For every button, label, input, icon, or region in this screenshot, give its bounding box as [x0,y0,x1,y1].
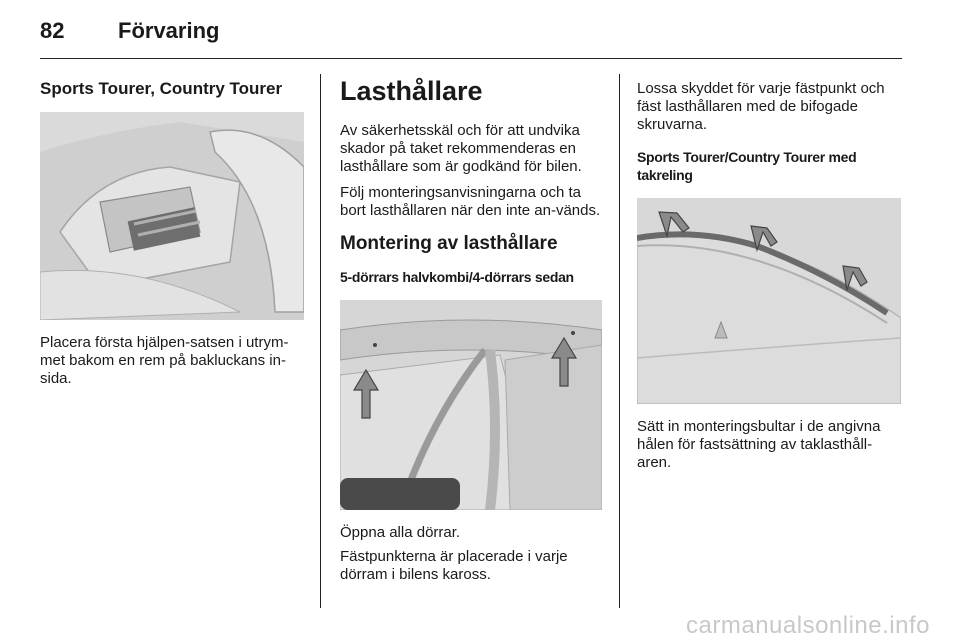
variant-heading-hatchback: 5-dörrars halvkombi/4-dörrars sedan [340,269,574,285]
watermark-text: carmanualsonline.info [686,612,930,639]
paragraph-open-doors: Öppna alla dörrar. [340,524,461,541]
page-number: 82 [40,18,65,43]
page-header [40,18,920,48]
caption-text: Placera första hjälpen-satsen i utrym-met bakom en rem på bakluckans in-sida. [40,334,289,387]
subheading-mounting: Montering av lasthållare [340,233,558,254]
section-title: Sports Tourer, Country Tourer [40,79,283,98]
header-rule [40,58,902,59]
section-title-roof-rack: Lasthållare [340,76,483,106]
paragraph-insert-bolts: Sätt in monteringsbultar i de angivna hålen för fastsättning av taklasthåll-aren. [637,418,881,471]
column-roof-rail [637,74,903,472]
paragraph-safety: Av säkerhetsskäl och för att undvika skador på taket rekommenderas en lasthållare som är godkänd för bilen. [340,122,582,175]
chapter-title: Förvaring [118,18,220,43]
door-frame-illustration [340,300,602,510]
roof-rail-illustration [637,198,901,404]
column-roof-rack [340,74,602,584]
tailgate-illustration [40,112,304,320]
column-divider-left [320,74,321,608]
column-first-aid [40,74,306,388]
paragraph-remove-cover: Lossa skyddet för varje fästpunkt och fäst lasthållaren med de bifogade skruvarna. [637,80,885,133]
paragraph-attachment-points: Fästpunkterna är placerade i varje dörram i bilens kaross. [340,548,568,583]
variant-heading-tourer: Sports Tourer/Country Tourer med takreling [637,149,857,183]
column-divider-right [619,74,620,608]
paragraph-instructions: Följ monteringsanvisningarna och ta bort lasthållaren när den inte an-vänds. [340,184,601,219]
